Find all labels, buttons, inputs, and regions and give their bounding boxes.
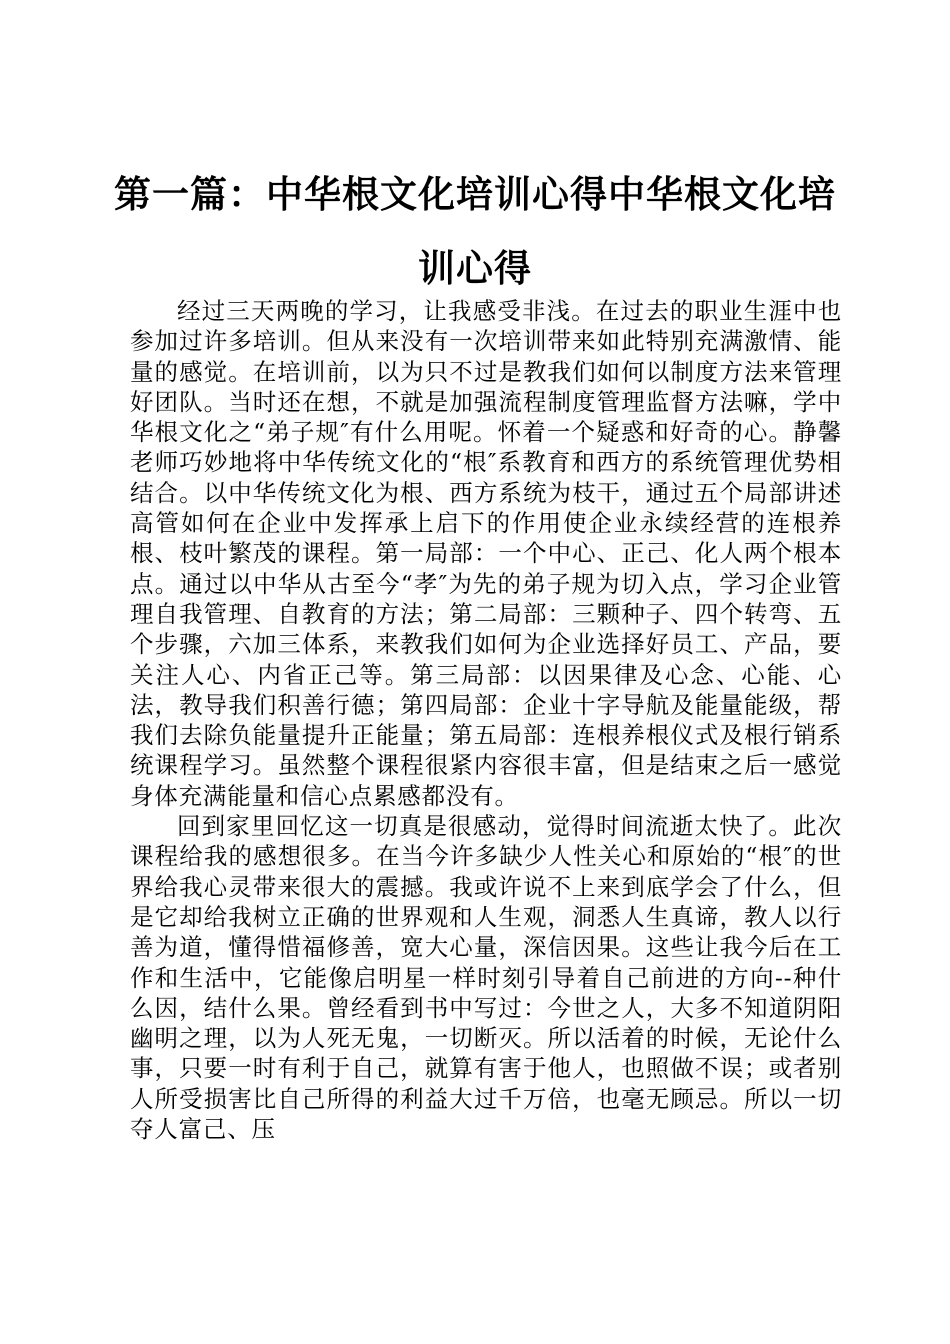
paragraph-2: 回到家里回忆这一切真是很感动，觉得时间流逝太快了。此次课程给我的感想很多。在当今许多缺少人性关心和原始的“根″的世界给我心灵带来很大的震撼。我或许说不上来到底学会了什么，但是它却给我树立正确的世界观和人生观，洞悉人生真谛，教人以行善为道，懂得惜福修善，宽大心量，深信因果。这些让我今后在工作和生活中，它能像启明星一样时刻引导着自己前进的方向--种什么因，结什么果。曾经看到书中写过：今世之人，大多不知道阴阳幽明之理，以为人死无鬼，一切断灭。所以活着的时候，无论什么事，只要一时有利于自己，就算有害于他人，也照做不误；或者别人所受损害比自己所得的利益大过千万倍，也毫无顾忌。所以一切夺人富己、压 bbox=[130, 812, 842, 1144]
paragraph-1: 经过三天两晚的学习，让我感受非浅。在过去的职业生涯中也参加过许多培训。但从来没有一次培训带来如此特别充满激情、能量的感觉。在培训前，以为只不过是教我们如何以制度方法来管理好团队。当时还在想，不就是加强流程制度管理监督方法嘛，学中华根文化之“弟子规″有什么用呢。怀着一个疑惑和好奇的心。静馨老师巧妙地将中华传统文化的“根″系教育和西方的系统管理优势相结合。以中华传统文化为根、西方系统为枝干，通过五个局部讲述高管如何在企业中发挥承上启下的作用使企业永续经营的连根养根、枝叶繁茂的课程。第一局部：一个中心、正己、化人两个根本点。通过以中华从古至今“孝″为先的弟子规为切入点，学习企业管理自我管理、自教育的方法；第二局部：三颗种子、四个转弯、五个步骤，六加三体系，来教我们如何为企业选择好员工、产品，要关注人心、内省正己等。第三局部：以因果律及心念、心能、心法，教导我们积善行德；第四局部：企业十字导航及能量能级，帮我们去除负能量提升正能量；第五局部：连根养根仪式及根行销系统课程学习。虽然整个课程很紧内容很丰富，但是结束之后一感觉身体充满能量和信心点累感都没有。 bbox=[130, 297, 842, 810]
document-body bbox=[130, 296, 842, 1144]
document-title: 第一篇：中华根文化培训心得中华根文化培训心得 bbox=[114, 173, 836, 290]
